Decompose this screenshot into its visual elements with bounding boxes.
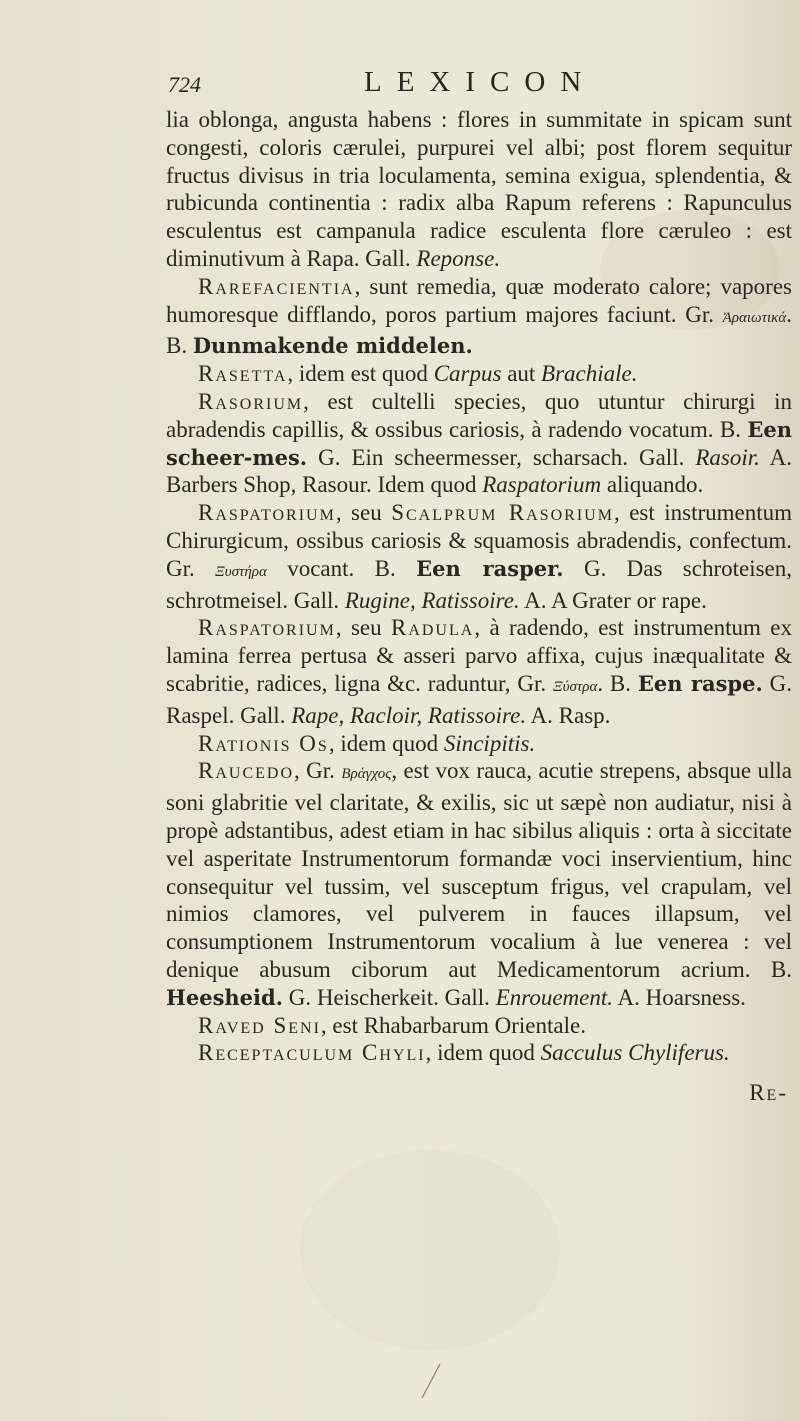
entry-text: aut <box>501 361 542 387</box>
entry-text: , est Rhabarbarum Orientale. <box>320 1012 586 1038</box>
headword: Raucedo <box>198 758 295 784</box>
entry-text: aliquando. <box>601 472 704 498</box>
entry-text: . B. <box>597 670 638 696</box>
lexicon-entry <box>166 360 792 388</box>
entry-text: , seu <box>335 500 392 526</box>
headword: Raved Seni <box>198 1012 321 1038</box>
entry-text: , est vox rauca, acutie strepens, absque ulla soni glabritie vel claritate, & exilis, sic ut sæpè non audiatur, nisi à propè adstantibus, adest etiam in hac sibilus aliquis : orta à siccitate vel asperitate Instrumentorum formandæ voci inservientium, hinc consequitur vel tussim, vel susceptum frigus, vel crapulam, vel nimios clamores, vel pulverem in fauces illapsum, vel consumptionem Instrumentorum vocalium à lue venerea : vel denique abusum ciborum aut Medicamentorum acrium. B. <box>166 758 793 982</box>
lexicon-entry <box>166 388 792 499</box>
entry-text: , Gr. <box>294 758 342 784</box>
entry-text: , idem quod <box>328 730 444 756</box>
entry-text: A. A Grater or rape. <box>519 587 707 613</box>
headword: Raspatorium <box>198 615 336 641</box>
italic-term: Sincipitis. <box>443 730 536 756</box>
italic-term: Raspatorium <box>482 472 602 498</box>
entry-text: , sunt remedia, quæ moderato calore; vapores humoresque difflando, poros partium majores faciunt. Gr. <box>166 273 792 327</box>
pencil-mark <box>420 1360 450 1400</box>
entry-text: , est cultelli species, quo utuntur chirurgi in abradendis capillis, & ossibus cariosis, à radendo vocatum. B. <box>166 388 792 442</box>
entry-text: , idem quod <box>425 1040 541 1066</box>
headword: Rarefacientia <box>198 273 355 299</box>
italic-term: Rape, Racloir, Ratissoire. <box>291 702 527 728</box>
blackletter-term: Een scheer-mes. <box>166 416 792 470</box>
page-number: 724 <box>168 72 201 97</box>
italic-term: Rugine, Ratissoire. <box>344 587 520 613</box>
entry-text: , idem est quod <box>287 361 434 387</box>
entry-text: lia oblonga, angusta habens : flores in summitate in spicam sunt congesti, coloris cærulei, purpurei vel albi; post florem sequitur fructus divisus in tria loculamenta, semina exigua, splendentia, & rubicunda continentia : radix alba Rapum referens : Rapunculus esculentus est campanula radice esculenta flore cæruleo : est diminutivum à Rapa. Gall. <box>166 107 792 271</box>
headword: Receptaculum Chyli <box>198 1040 426 1066</box>
entry-text: , est instrumentum Chirurgicum, ossibus cariosis & squamosis abradendis, confectum. Gr. <box>166 500 792 581</box>
paper-stain <box>300 1150 560 1350</box>
running-head: LEXICON <box>364 66 597 98</box>
italic-term: Brachiale. <box>541 361 638 387</box>
entry-text: vocant. B. <box>266 555 417 581</box>
entry-text: A. Barbers Shop, Rasour. Idem quod <box>166 444 793 498</box>
blackletter-term: Dunmakende middelen. <box>192 333 473 359</box>
entry-text: A. Rasp. <box>526 702 611 728</box>
catchword: Re- <box>749 1080 788 1106</box>
page-header <box>168 66 728 106</box>
lexicon-entry <box>166 614 792 729</box>
entry-text: A. Hoarsness. <box>613 984 746 1010</box>
headword: Rasorium <box>198 388 304 414</box>
lexicon-entry <box>166 499 792 614</box>
greek-term: Ξύστρα <box>553 678 598 695</box>
greek-term: Ξυστήρα <box>215 563 267 580</box>
blackletter-term: Heesheid. <box>166 984 283 1010</box>
lexicon-entry <box>166 273 792 360</box>
italic-term: Reponse. <box>416 245 501 271</box>
lexicon-entry <box>166 1039 792 1067</box>
entry-text: G. Raspel. Gall. <box>166 670 792 728</box>
entry-text: . B. <box>166 301 792 359</box>
blackletter-term: Een rasper. <box>416 555 564 581</box>
entry-text: G. Das schroteisen, schrotmeisel. Gall. <box>166 555 792 613</box>
italic-term: Carpus <box>433 361 502 387</box>
entry-text: , seu <box>335 615 391 641</box>
entry-text: , à radendo, est instrumentum ex lamina ferrea pertusa & asseri parvo affixa, cujus inæqualitate & scabritie, radices, ligna &c. raduntur, Gr. <box>166 615 792 696</box>
italic-term: Rasoir. <box>695 444 760 470</box>
lexicon-entry <box>166 1012 792 1040</box>
headword: Scalprum Rasorium <box>391 500 614 526</box>
lexicon-entry <box>166 730 792 758</box>
headword: Rasetta <box>198 361 288 387</box>
lexicon-entry <box>166 106 792 273</box>
entry-text: G. Heischerkeit. Gall. <box>283 984 496 1010</box>
greek-term: Ἀραιωτικά <box>722 309 787 326</box>
headword: Rationis Os <box>198 730 329 756</box>
headword: Radula <box>390 615 475 641</box>
blackletter-term: Een raspe. <box>637 670 763 696</box>
headword: Raspatorium <box>198 500 336 526</box>
lexicon-entry <box>166 757 792 1011</box>
entry-text: G. Ein scheermesser, scharsach. Gall. <box>307 444 696 470</box>
lexicon-body <box>166 106 792 1107</box>
italic-term: Sacculus Chyliferus. <box>540 1040 730 1066</box>
greek-term: Βράγχος <box>341 766 392 783</box>
italic-term: Enrouement. <box>495 984 614 1010</box>
